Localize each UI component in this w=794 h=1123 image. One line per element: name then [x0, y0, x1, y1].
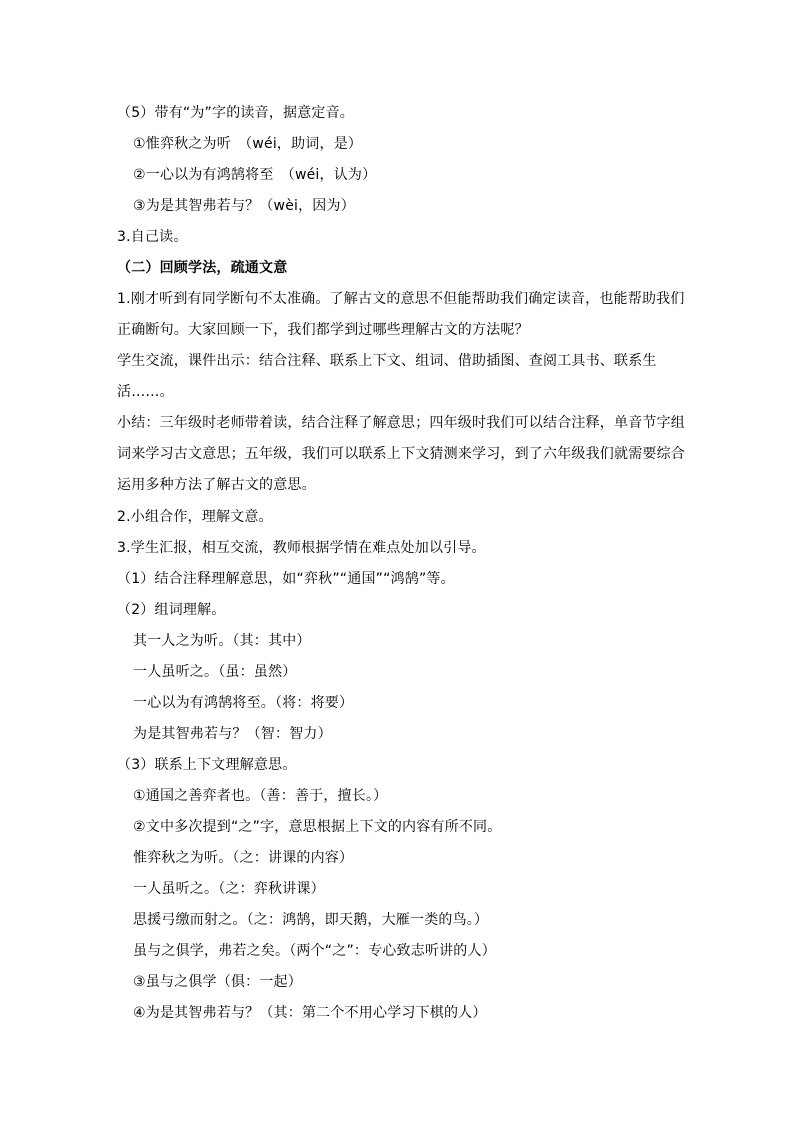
text-line: ②文中多次提到“之”字，意思根据上下文的内容有所不同。: [133, 819, 502, 835]
text-line: 思援弓缴而射之。（之：鸿鹄，即天鹅，大雁一类的鸟。）: [133, 912, 489, 928]
section-heading: （二）回顾学法，疏通文意: [117, 260, 288, 276]
text-line: 为是其智弗若与？（智：智力）: [133, 726, 332, 742]
text-line: 小结：三年级时老师带着读，结合注释了解意思；四年级时我们可以结合注释，单音节字组: [117, 415, 685, 431]
text-line: 3.自己读。: [117, 229, 188, 245]
text-line: 3.学生汇报，相互交流，教师根据学情在难点处加以引导。: [117, 540, 486, 556]
text-line: 运用多种方法了解古文的意思。: [117, 477, 316, 493]
text-line: 一人虽听之。（之：弈秋讲课）: [133, 881, 325, 897]
text-line: （1）结合注释理解意思，如“弈秋”“通国”“鸿鹄”等。: [117, 571, 455, 587]
text-line: 2.小组合作，理解文意。: [117, 509, 273, 525]
text-line: （5）带有“为”字的读音，据意定音。: [117, 105, 355, 121]
text-line: ①惟弈秋之为听 （wéi，助词，是）: [133, 136, 363, 152]
text-line: （2）组词理解。: [117, 602, 226, 618]
text-line: （3）联系上下文理解意思。: [117, 757, 297, 773]
text-line: ④为是其智弗若与？（其：第二个不用心学习下棋的人）: [133, 1005, 487, 1021]
text-line: 其一人之为听。（其：其中）: [133, 633, 311, 649]
text-line: ②一心以为有鸿鹄将至 （wéi，认为）: [133, 167, 377, 183]
text-line: 1.刚才听到有同学断句不太准确。了解古文的意思不但能帮助我们确定读音，也能帮助我们: [117, 291, 685, 307]
text-line: 学生交流，课件出示：结合注释、联系上下文、组词、借助插图、查阅工具书、联系生: [117, 353, 657, 369]
text-line: 活……。: [117, 384, 174, 400]
text-line: ③虽与之俱学（俱：一起）: [133, 974, 302, 990]
text-line: 一人虽听之。（虽：虽然）: [133, 664, 297, 680]
text-line: ③为是其智弗若与？（wèi，因为）: [133, 198, 355, 214]
text-line: 惟弈秋之为听。（之：讲课的内容）: [133, 850, 354, 866]
text-line: ①通国之善弈者也。（善：善于，擅长。）: [133, 788, 388, 804]
text-line: 一心以为有鸿鹄将至。（将：将要）: [133, 695, 354, 711]
text-line: 虽与之俱学，弗若之矣。（两个“之”：专心致志听讲的人）: [133, 943, 496, 959]
text-line: 词来学习古文意思；五年级，我们可以联系上下文猜测来学习，到了六年级我们就需要综合: [117, 446, 685, 462]
text-line: 正确断句。大家回顾一下，我们都学到过哪些理解古文的方法呢？: [117, 322, 529, 338]
